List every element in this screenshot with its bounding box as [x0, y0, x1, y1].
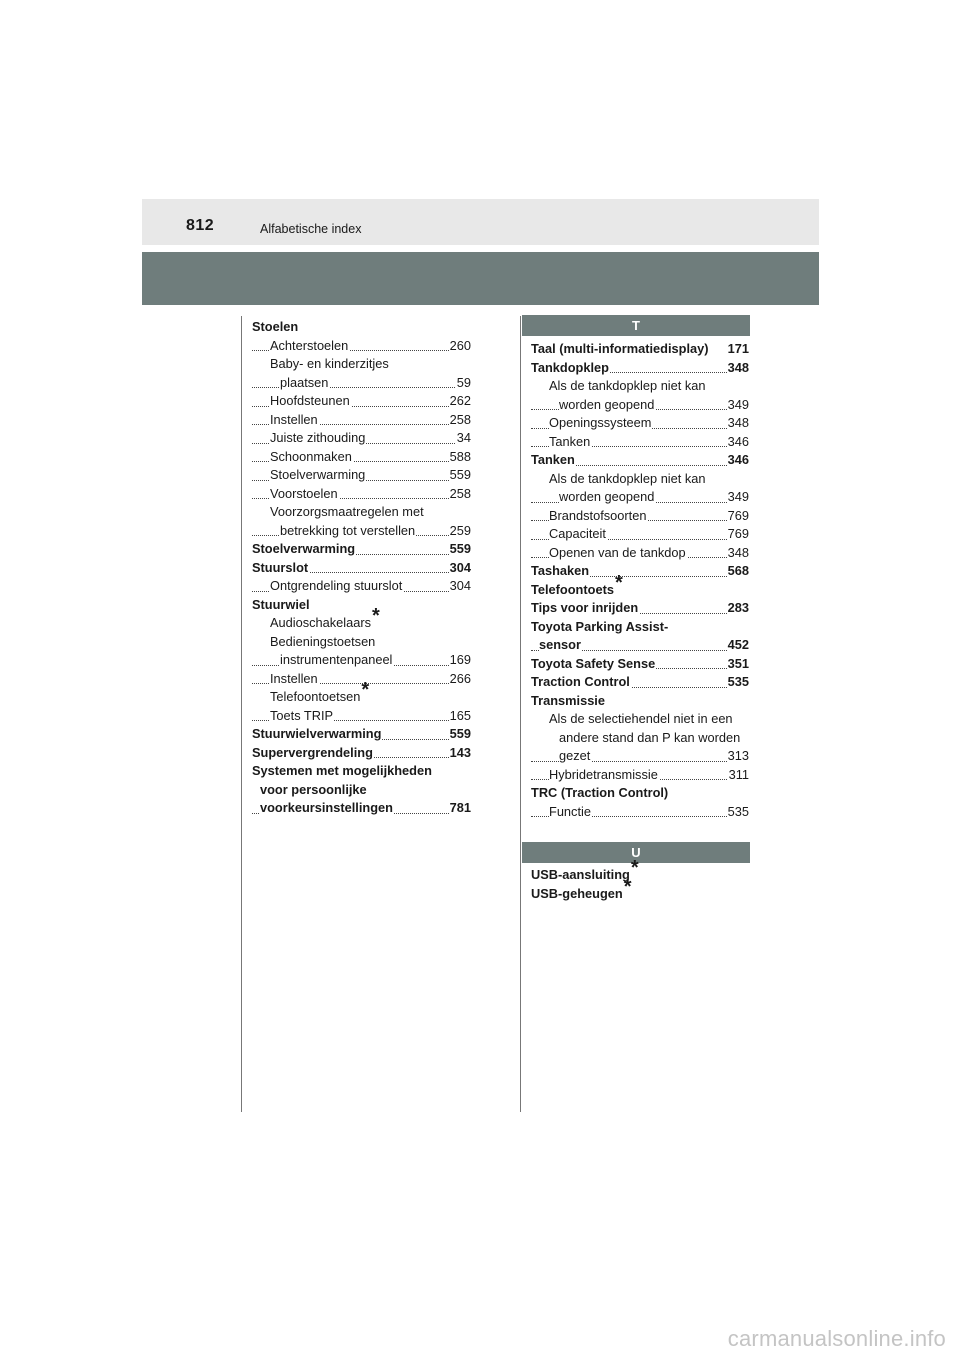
index-entry-text: TRC (Traction Control)	[531, 785, 669, 800]
index-entry-page: 346	[727, 451, 749, 470]
letter-header-t: T	[522, 315, 750, 336]
index-entry	[252, 485, 471, 504]
index-entry-page: 34	[456, 429, 471, 448]
index-entry-page: 781	[449, 799, 471, 818]
index-entry	[531, 599, 749, 618]
index-entry-text: Juiste zithouding	[270, 430, 366, 445]
index-entry-text: Hoofdsteunen	[270, 393, 350, 408]
right-column-rule	[520, 316, 521, 1112]
index-entry	[531, 340, 749, 359]
index-entry-text: Audioschakelaars*	[270, 605, 380, 630]
index-entry	[252, 799, 471, 818]
index-entry-text: instrumentenpaneel	[280, 652, 393, 667]
index-entry-page: 258	[449, 485, 471, 504]
index-entry	[252, 559, 471, 578]
index-entry-page: 452	[727, 636, 749, 655]
asterisk-icon: *	[614, 571, 623, 594]
index-entry-page: 535	[727, 803, 749, 822]
header-bar	[142, 252, 819, 305]
index-entry	[252, 725, 471, 744]
index-entry-page: 559	[449, 466, 471, 485]
index-entry-text: Capaciteit	[549, 526, 606, 541]
index-entry	[531, 562, 749, 581]
index-entry-page: 169	[449, 651, 471, 670]
index-entry-text: Systemen met mogelijkheden	[252, 763, 432, 778]
index-entry	[252, 522, 471, 541]
index-entry-text: Stoelverwarming	[252, 541, 356, 556]
index-entry-text: Ontgrendeling stuurslot	[270, 578, 403, 593]
index-entry	[252, 762, 471, 781]
index-entry	[531, 359, 749, 378]
index-entry-text: Baby- en kinderzitjes	[270, 356, 389, 371]
asterisk-icon: *	[623, 875, 632, 898]
asterisk-icon: *	[630, 857, 639, 879]
index-entry	[531, 875, 749, 904]
index-entry	[531, 692, 749, 711]
index-entry	[531, 729, 749, 748]
index-entry-page: 266	[449, 670, 471, 689]
section-title: Alfabetische index	[260, 222, 362, 236]
index-entry-page: 349	[727, 488, 749, 507]
index-entry	[531, 710, 749, 729]
watermark: carmanualsonline.info	[727, 1326, 946, 1351]
letter-header-u: U	[522, 842, 750, 863]
index-entry	[531, 673, 749, 692]
index-entry	[252, 503, 471, 522]
index-entry-text: Als de tankdopklep niet kan	[549, 470, 706, 486]
index-entry-text: Instellen	[270, 411, 318, 427]
index-entry-text: Telefoontoets*	[531, 571, 623, 597]
index-entry-page: 262	[449, 392, 471, 411]
index-entry	[531, 396, 749, 415]
index-entry-text: Stoelverwarming	[270, 467, 366, 482]
index-entry-text: worden geopend	[559, 489, 655, 504]
index-column-t	[531, 340, 749, 821]
index-entry-text: Toets TRIP	[270, 707, 334, 723]
index-entry-text: Stoelen	[252, 319, 299, 334]
index-entry	[252, 337, 471, 356]
index-entry	[252, 744, 471, 763]
index-entry-page: 259	[449, 522, 471, 541]
index-entry-text: Functie	[549, 803, 591, 819]
asterisk-icon: *	[372, 605, 380, 627]
index-entry-text: Openen van de tankdop	[549, 544, 686, 560]
index-entry	[252, 411, 471, 430]
index-entry-text: Tanken	[531, 452, 575, 467]
index-entry-text: Schoonmaken	[270, 448, 352, 464]
index-entry	[252, 392, 471, 411]
index-entry-text: Tankdopklep	[531, 359, 609, 375]
index-entry	[252, 633, 471, 652]
index-entry	[531, 857, 749, 885]
index-entry	[531, 655, 749, 674]
index-entry-page: 283	[727, 599, 749, 618]
index-entry	[531, 747, 749, 766]
index-entry-page: 59	[456, 374, 471, 393]
index-entry-text: Tashaken	[531, 563, 590, 578]
index-entry-text: Als de tankdopklep niet kan	[549, 378, 706, 393]
index-entry-text: Stuurwielverwarming	[252, 726, 382, 741]
index-entry-text: Bedieningstoetsen	[270, 633, 376, 649]
index-entry-text: Toyota Safety Sense	[531, 655, 656, 671]
index-entry-page: 304	[449, 559, 471, 578]
index-entry	[252, 540, 471, 559]
index-entry-text: Instellen	[270, 670, 318, 686]
index-entry-text: andere stand dan P kan worden	[559, 729, 741, 745]
index-entry-page: 348	[727, 544, 749, 563]
index-entry	[252, 577, 471, 596]
index-entry	[531, 433, 749, 452]
index-entry-page: 535	[727, 673, 749, 692]
index-entry	[252, 448, 471, 467]
index-entry-text: USB-geheugen*	[531, 875, 632, 901]
index-entry	[252, 605, 471, 633]
index-entry-text: worden geopend	[559, 396, 655, 412]
index-entry-page: 568	[727, 562, 749, 581]
header-band	[142, 199, 819, 245]
index-entry-page: 304	[449, 577, 471, 596]
index-entry	[252, 318, 471, 337]
index-entry	[531, 571, 749, 600]
index-entry-page: 769	[727, 507, 749, 526]
index-entry	[252, 781, 471, 800]
index-entry-text: gezet	[559, 748, 591, 763]
index-entry	[531, 766, 749, 785]
index-entry-page: 559	[449, 540, 471, 559]
index-entry	[252, 429, 471, 448]
index-entry-page: 351	[727, 655, 749, 674]
index-entry	[252, 679, 471, 707]
index-entry-page: 769	[727, 525, 749, 544]
index-entry	[252, 355, 471, 374]
index-entry-page: 346	[727, 433, 749, 452]
index-entry	[252, 651, 471, 670]
index-entry-page: 348	[727, 359, 749, 378]
index-entry-text: Toyota Parking Assist-	[531, 618, 669, 634]
index-entry	[252, 707, 471, 726]
index-entry-text: Tanken	[549, 433, 591, 449]
index-entry	[531, 507, 749, 526]
index-entry-text: Stuurslot	[252, 559, 309, 575]
index-entry-text: voor persoonlijke	[260, 781, 367, 797]
index-entry	[252, 374, 471, 393]
index-entry-text: voorkeursinstellingen	[260, 800, 393, 815]
index-entry-page: 588	[449, 448, 471, 467]
index-entry-text: Telefoontoetsen*	[270, 679, 370, 704]
index-entry	[531, 470, 749, 489]
index-entry	[531, 618, 749, 637]
index-entry-text: Voorstoelen	[270, 485, 338, 501]
index-entry-page: 311	[728, 766, 749, 785]
index-entry-text: Transmissie	[531, 692, 605, 708]
index-entry-text: Achterstoelen	[270, 337, 349, 353]
index-entry-page: 171	[727, 340, 749, 359]
index-entry	[252, 466, 471, 485]
index-entry-text: Tips voor inrijden	[531, 600, 639, 615]
index-entry-text: Brandstofsoorten	[549, 507, 647, 523]
index-entry-text: Supervergrendeling	[252, 744, 373, 760]
index-entry-text: plaatsen	[280, 374, 329, 390]
index-entry	[531, 803, 749, 822]
index-entry	[531, 525, 749, 544]
index-entry-text: Hybridetransmissie	[549, 766, 658, 782]
index-entry-page: 260	[449, 337, 471, 356]
page-number: 812	[186, 217, 215, 234]
index-entry	[531, 488, 749, 507]
index-entry-page: 348	[727, 414, 749, 433]
index-entry-text: USB-aansluiting*	[531, 857, 639, 882]
index-entry-page: 143	[449, 744, 471, 763]
index-entry-text: betrekking tot verstellen	[280, 522, 416, 538]
index-entry	[531, 451, 749, 470]
index-entry	[531, 636, 749, 655]
index-entry	[531, 544, 749, 563]
index-entry	[531, 414, 749, 433]
index-entry	[252, 596, 471, 615]
index-entry-text: sensor	[539, 637, 581, 652]
index-entry-page: 349	[727, 396, 749, 415]
asterisk-icon: *	[361, 679, 370, 701]
index-entry-page: 258	[449, 411, 471, 430]
index-column-u	[531, 857, 749, 903]
index-entry-page: 313	[727, 747, 749, 766]
index-entry-text: Stuurwiel	[252, 596, 310, 612]
index-entry-text: Voorzorgsmaatregelen met	[270, 504, 424, 519]
index-entry-text: Openingssysteem	[549, 415, 652, 430]
index-entry	[531, 784, 749, 803]
left-column-rule	[241, 316, 242, 1112]
index-entry-text: Taal (multi-informatiedisplay)	[531, 341, 709, 356]
index-column-left	[252, 318, 471, 818]
index-entry-text: Als de selectiehendel niet in een	[549, 711, 733, 726]
index-entry-page: 559	[449, 725, 471, 744]
index-entry-page: 165	[449, 707, 471, 726]
index-entry	[531, 377, 749, 396]
index-entry-text: Traction Control	[531, 674, 630, 689]
